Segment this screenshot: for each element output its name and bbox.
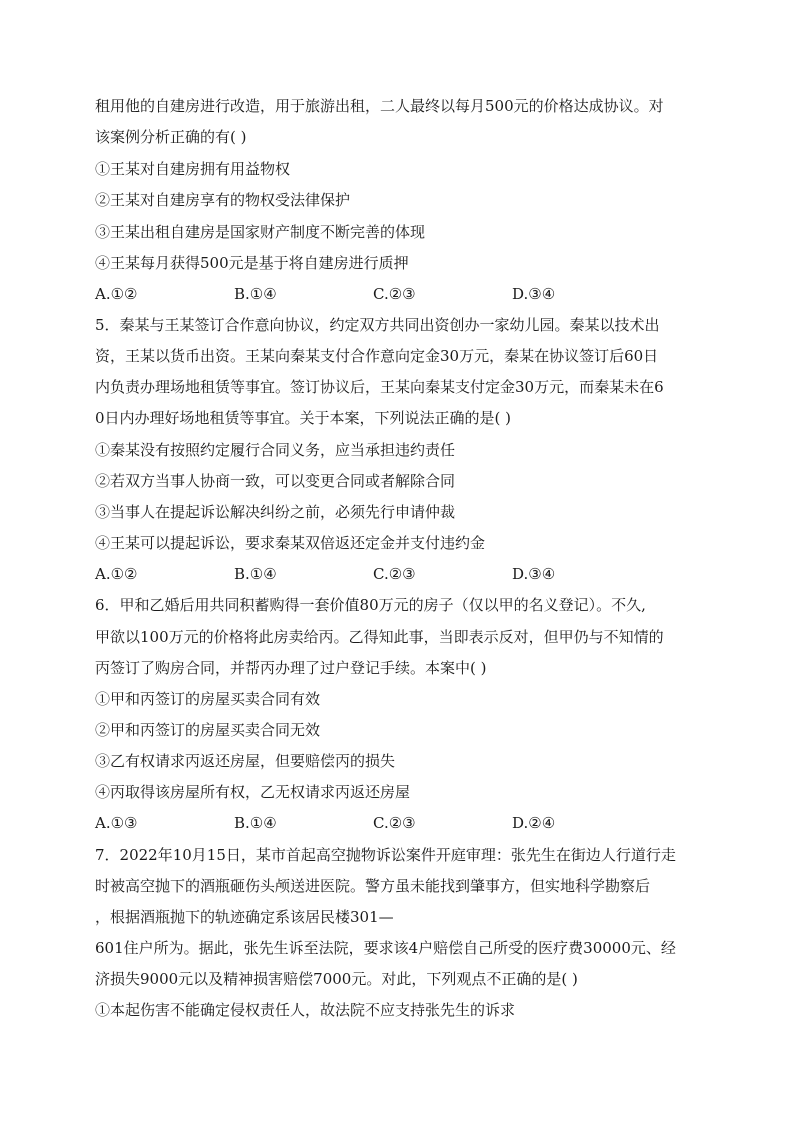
option-b: B.①④ [234, 285, 277, 303]
intro-line: 该案例分析正确的有( ) [95, 128, 247, 146]
question-stem-line: 丙签订了购房合同，并帮丙办理了过户登记手续。本案中( ) [95, 659, 487, 677]
intro-line: 租用他的自建房进行改造，用于旅游出租，二人最终以每月500元的价格达成协议。对 [95, 97, 664, 115]
question-stem-line: 甲欲以100万元的价格将此房卖给丙。乙得知此事，当即表示反对，但甲仍与不知情的 [95, 628, 664, 646]
option-a: A.①② [95, 565, 138, 583]
statement: ①王某对自建房拥有用益物权 [95, 160, 291, 178]
statement: ③乙有权请求丙返还房屋，但要赔偿丙的损失 [95, 752, 396, 770]
question-stem-line: ，根据酒瓶抛下的轨迹确定系该居民楼301— [95, 908, 394, 926]
option-a: A.①③ [95, 814, 138, 832]
answer-options [95, 813, 707, 833]
statement: ①甲和丙签订的房屋买卖合同有效 [95, 690, 321, 708]
question-stem-line: 6．甲和乙婚后用共同积蓄购得一套价值80万元的房子（仅以甲的名义登记）。不久, [95, 596, 646, 614]
question-stem-line: 601住户所为。据此，张先生诉至法院，要求该4户赔偿自己所受的医疗费30000元、经 [95, 939, 676, 957]
option-b: B.①④ [234, 814, 277, 832]
option-d: D.③④ [512, 285, 556, 303]
option-c: C.②③ [373, 814, 416, 832]
statement: ①秦某没有按照约定履行合同义务，应当承担违约责任 [95, 441, 456, 459]
statement: ①本起伤害不能确定侵权责任人，故法院不应支持张先生的诉求 [95, 1001, 516, 1019]
statement: ②若双方当事人协商一致，可以变更合同或者解除合同 [95, 472, 456, 490]
statement: ④王某可以提起诉讼，要求秦某双倍返还定金并支付违约金 [95, 534, 486, 552]
statement: ②王某对自建房享有的物权受法律保护 [95, 191, 351, 209]
option-c: C.②③ [373, 565, 416, 583]
question-stem-line: 5．秦某与王某签订合作意向协议，约定双方共同出资创办一家幼儿园。秦某以技术出 [95, 316, 660, 334]
statement: ④丙取得该房屋所有权，乙无权请求丙返还房屋 [95, 783, 411, 801]
option-b: B.①④ [234, 565, 277, 583]
question-stem-line: 内负责办理场地租赁等事宜。签订协议后，王某向秦某支付定金30万元，而秦某未在6 [95, 378, 664, 396]
question-stem-line: 时被高空抛下的酒瓶砸伤头颅送进医院。警方虽未能找到肇事方，但实地科学勘察后 [95, 877, 651, 895]
statement: ②甲和丙签订的房屋买卖合同无效 [95, 721, 321, 739]
answer-options [95, 284, 707, 304]
answer-options [95, 564, 707, 584]
statement: ③王某出租自建房是国家财产制度不断完善的体现 [95, 223, 426, 241]
option-c: C.②③ [373, 285, 416, 303]
question-stem-line: 0日内办理好场地租赁等事宜。关于本案，下列说法正确的是( ) [95, 409, 512, 427]
option-a: A.①② [95, 285, 138, 303]
option-d: D.②④ [512, 814, 556, 832]
statement: ③当事人在提起诉讼解决纠纷之前，必须先行申请仲裁 [95, 503, 456, 521]
question-stem-line: 资，王某以货币出资。王某向秦某支付合作意向定金30万元，秦某在协议签订后60日 [95, 347, 659, 365]
statement: ④王某每月获得500元是基于将自建房进行质押 [95, 254, 409, 272]
option-d: D.③④ [512, 565, 556, 583]
question-stem-line: 7．2022年10月15日，某市首起高空抛物诉讼案件开庭审理：张先生在街边人行道行走 [95, 846, 676, 864]
question-stem-line: 济损失9000元以及精神损害赔偿7000元。对此，下列观点不正确的是( ) [95, 970, 578, 988]
